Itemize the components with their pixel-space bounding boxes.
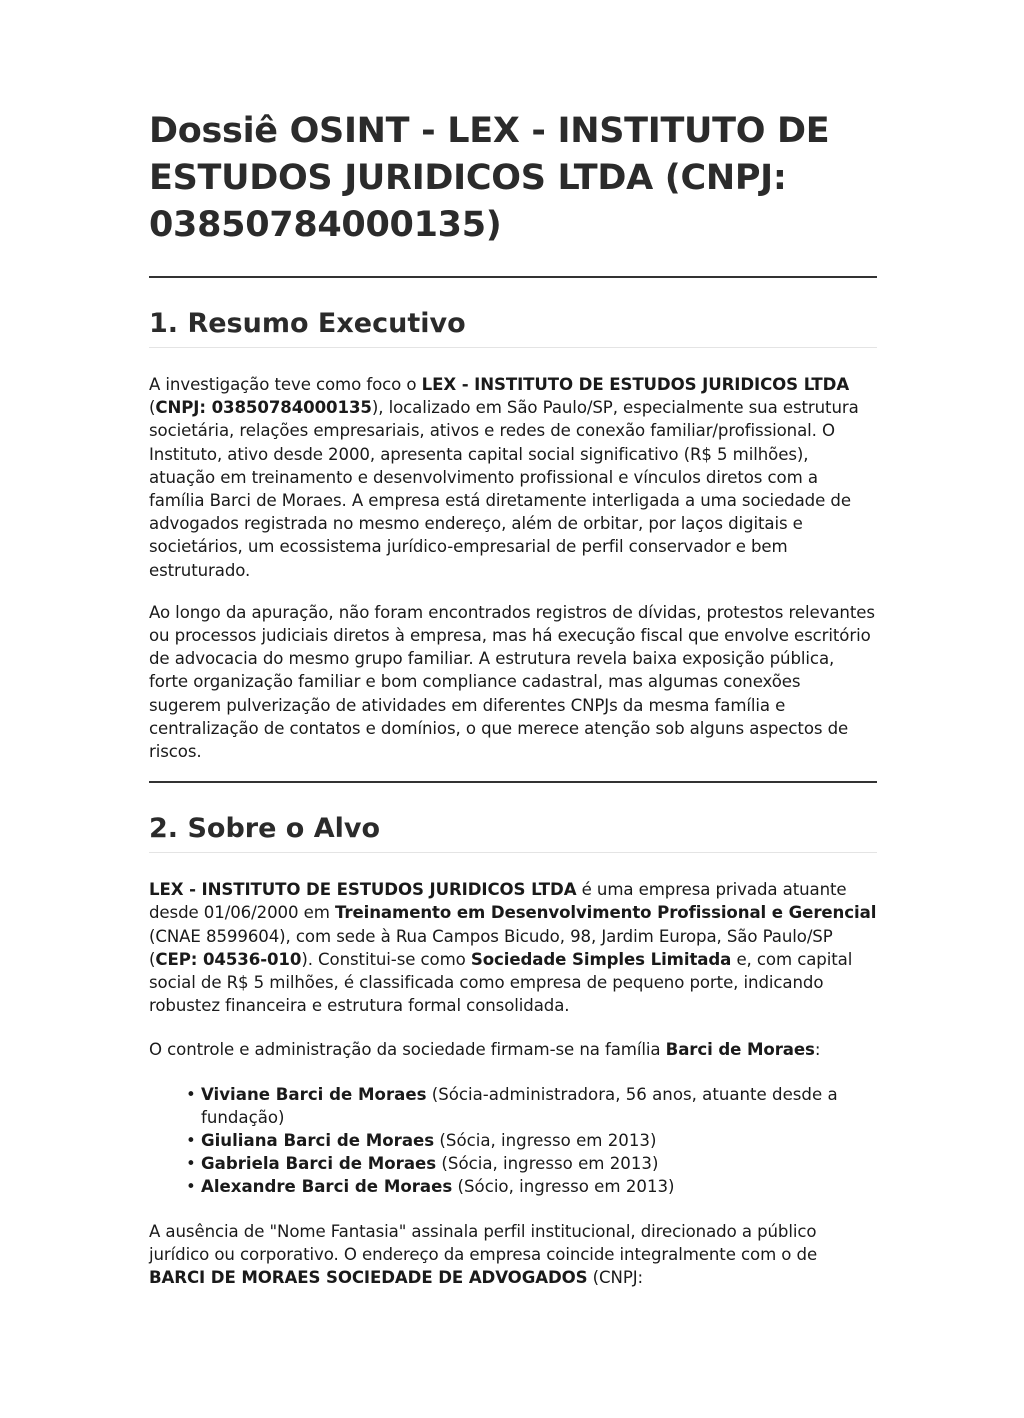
document-content (149, 108, 877, 1289)
sobre-paragraph-3: A ausência de "Nome Fantasia" assinala perfil institucional, direcionado a público jurídico ou corporativo. O endereço da empresa coincide integralmente com o de BARCI DE MORAES SOCIEDADE DE ADVOGADOS (CNPJ: (149, 1221, 818, 1288)
bullet-icon: • (186, 1154, 196, 1174)
section-heading-sobre-o-alvo: 2. Sobre o Alvo (149, 813, 381, 845)
list-item: • Giuliana Barci de Moraes (Sócia, ingresso em 2013) (201, 1129, 877, 1152)
list-item: • Viviane Barci de Moraes (Sócia-administradora, 56 anos, atuante desde a fundação) (186, 1084, 838, 1127)
section-heading-resumo-executivo: 1. Resumo Executivo (149, 308, 466, 339)
bullet-icon: • (186, 1084, 196, 1104)
sobre-paragraph-2: O controle e administração da sociedade firmam-se na família Barci de Moraes: (149, 1040, 821, 1060)
sobre-paragraph-1: LEX - INSTITUTO DE ESTUDOS JURIDICOS LTDA é uma empresa privada atuante desde 01/06/2000 em Treinamento em Desenvolvimento Profissional e Gerencial (CNAE 8599604), com sede à Rua Campos Bicudo, 98, Jardim Europa, São Paulo/SP (CEP: 04536-010). Constitui-se como Sociedade Simples Limitada e, com capital social de R$ 5 milhões, é classificada como empresa de pequeno porte, indicando robustez financeira e estrutura formal consolidada. (149, 880, 877, 1016)
document-title: Dossiê OSINT - LEX - INSTITUTO DE ESTUDOS JURIDICOS LTDA (CNPJ: 03850784000135) (149, 111, 830, 245)
list-item: • Gabriela Barci de Moraes (Sócia, ingresso em 2013) (201, 1152, 877, 1175)
resumo-paragraph-1: A investigação teve como foco o LEX - INSTITUTO DE ESTUDOS JURIDICOS LTDA (CNPJ: 03850784000135), localizado em São Paulo/SP, especialmente sua estrutura societária, relações empresariais, ativos e redes de conexão familiar/profissional. O Instituto, ativo desde 2000, apresenta capital social significativo (R$ 5 milhões), atuação em treinamento e desenvolvimento profissional e vínculos diretos com a família Barci de Moraes. A empresa está diretamente interligada a uma sociedade de advogados registrada no mesmo endereço, além de orbitar, por laços digitais e societários, um ecossistema jurídico-empresarial de perfil conservador e bem estruturado. (149, 375, 859, 580)
list-item: • Alexandre Barci de Moraes (Sócio, ingresso em 2013) (201, 1175, 877, 1198)
partners-list (149, 1083, 877, 1199)
bullet-icon: • (186, 1131, 196, 1151)
bullet-icon: • (186, 1177, 196, 1197)
resumo-paragraph-2: Ao longo da apuração, não foram encontrados registros de dívidas, protestos relevantes ou processos judiciais diretos à empresa, mas há execução fiscal que envolve escritório de advocacia do mesmo grupo familiar. A estrutura revela baixa exposição pública, forte organização familiar e bom compliance cadastral, mas algumas conexões sugerem pulverização de atividades em diferentes CNPJs da mesma família e centralização de contatos e domínios, o que merece atenção sob alguns aspectos de riscos. (149, 602, 875, 762)
